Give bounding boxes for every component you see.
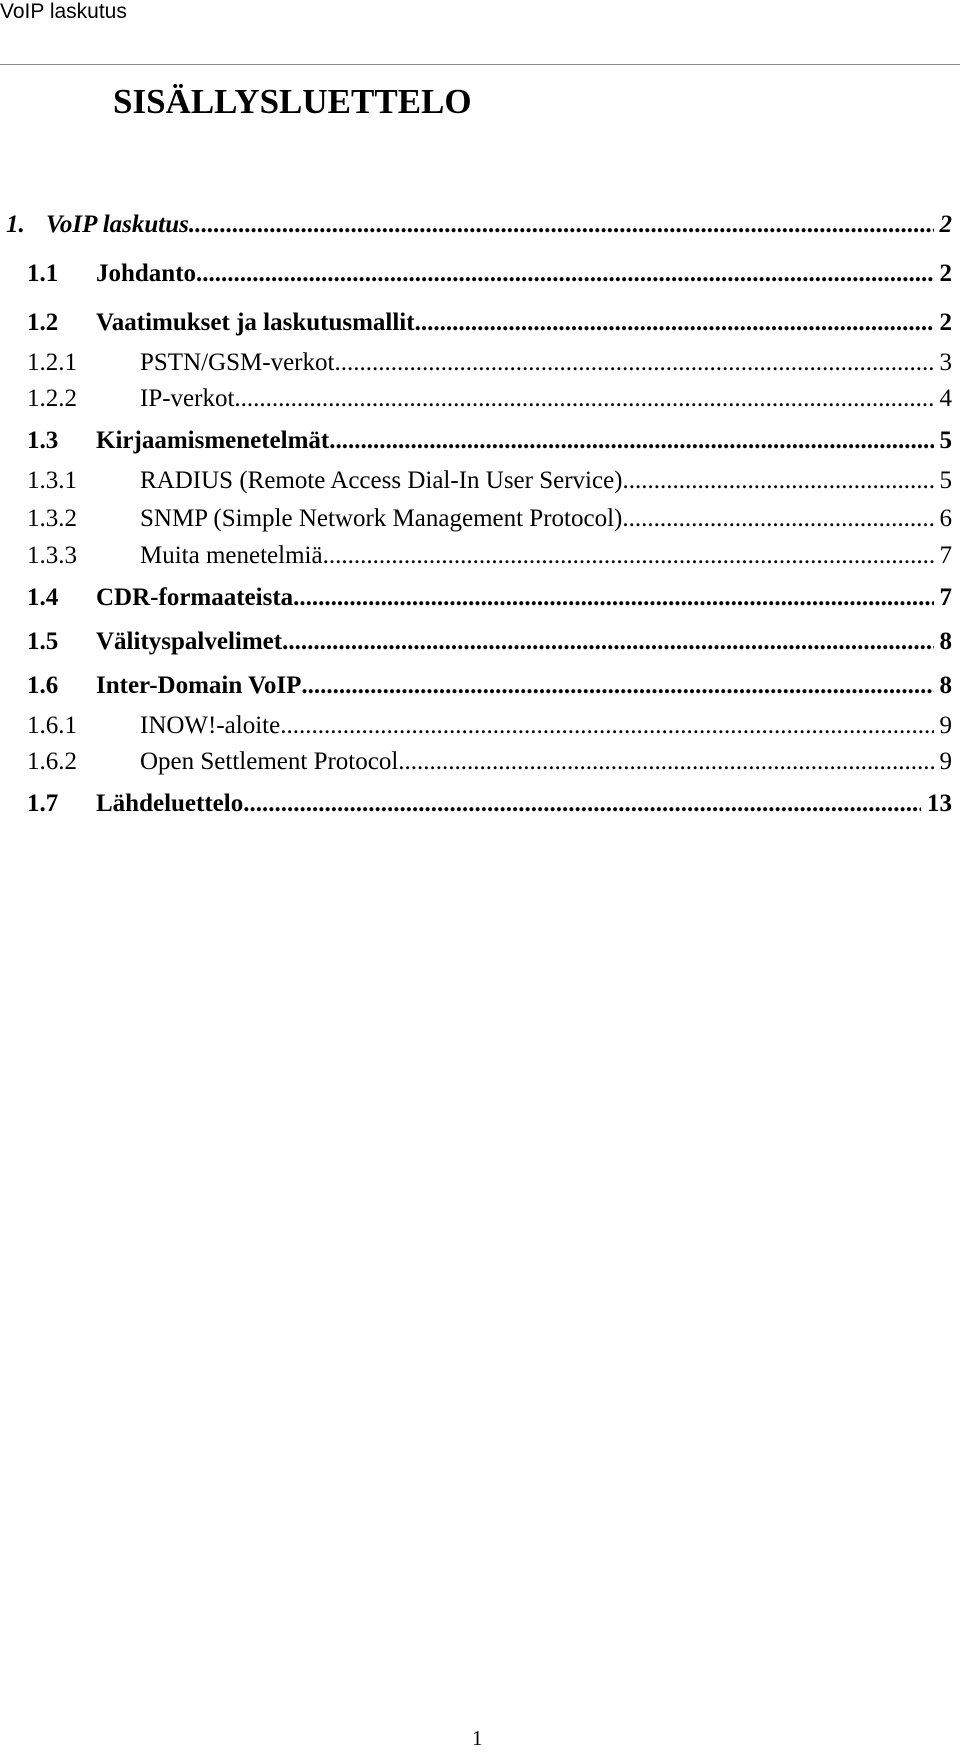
toc-entry[interactable] [27, 465, 952, 497]
toc-dot-leader [622, 503, 933, 535]
toc-entry-page: 13 [927, 790, 952, 817]
toc-entry[interactable] [27, 503, 952, 535]
toc-entry-page: 4 [939, 385, 952, 412]
toc-entry-number: 1.6.1 [27, 712, 77, 739]
toc-dot-leader [334, 347, 933, 379]
toc-entry-number: 1.4 [27, 584, 59, 611]
toc-entry-title: Välityspalvelimet [96, 628, 283, 655]
toc-entry-number: 1.1 [27, 260, 59, 287]
toc-entry-title: Muita menetelmiä [140, 542, 323, 569]
toc-entry[interactable] [27, 347, 952, 379]
toc-entry-page: 8 [939, 628, 952, 655]
toc-entry-page: 3 [939, 349, 952, 376]
toc-entry-title: IP-verkot [140, 385, 235, 412]
toc-entry-title: Open Settlement Protocol [140, 748, 399, 775]
toc-entry[interactable] [27, 540, 952, 572]
toc-dot-leader [329, 425, 933, 457]
toc-entry-title: SNMP (Simple Network Management Protocol) [140, 505, 623, 532]
toc-entry-number: 1.6.2 [27, 748, 77, 775]
page-number: 1 [472, 1726, 483, 1750]
toc-entry[interactable] [27, 788, 952, 820]
toc-entry[interactable] [27, 710, 952, 742]
toc-entry-title: Lähdeluettelo [96, 790, 244, 817]
toc-entry[interactable] [27, 746, 952, 778]
toc-entry-page: 2 [939, 211, 952, 238]
toc-dot-leader [301, 670, 933, 702]
toc-entry-title: PSTN/GSM-verkot [140, 349, 335, 376]
toc-dot-leader [189, 209, 934, 241]
toc-entry-page: 9 [939, 748, 952, 775]
toc-entry[interactable] [27, 670, 952, 702]
toc-dot-leader [280, 710, 933, 742]
toc-entry[interactable] [27, 383, 952, 415]
toc-entry-page: 2 [939, 309, 952, 336]
toc-entry-number: 1.3.2 [27, 505, 77, 532]
toc-entry-page: 8 [939, 672, 952, 699]
toc-entry-number: 1.3.1 [27, 467, 77, 494]
toc-entry-page: 7 [939, 584, 952, 611]
toc-entry[interactable] [6, 209, 952, 241]
toc-entry-page: 5 [939, 467, 952, 494]
toc-entry[interactable] [27, 307, 952, 339]
toc-entry-title: Kirjaamismenetelmät [96, 427, 330, 454]
toc-dot-leader [323, 540, 934, 572]
toc-dot-leader [398, 746, 933, 778]
toc-entry-page: 5 [939, 427, 952, 454]
toc-dot-leader [282, 626, 933, 658]
toc-entry-page: 2 [939, 260, 952, 287]
toc-entry-title: Inter-Domain VoIP [96, 672, 302, 699]
toc-entry-page: 9 [939, 712, 952, 739]
toc-entry-number: 1.2.2 [27, 385, 77, 412]
toc-entry-title: Vaatimukset ja laskutusmallit [96, 309, 415, 336]
toc-dot-leader [293, 582, 933, 614]
toc-entry-number: 1.3.3 [27, 542, 77, 569]
toc-entry-number: 1.7 [27, 790, 59, 817]
toc-entry-title: RADIUS (Remote Access Dial-In User Service) [140, 467, 623, 494]
toc-dot-leader [623, 465, 934, 497]
toc-entry-number: 1. [6, 211, 25, 238]
toc-dot-leader [415, 307, 934, 339]
toc-dot-leader [234, 383, 933, 415]
toc-dot-leader [243, 788, 921, 820]
toc-entry[interactable] [27, 582, 952, 614]
toc-entry-page: 6 [939, 505, 952, 532]
toc-entry-number: 1.3 [27, 427, 59, 454]
running-header: VoIP laskutus [0, 0, 127, 23]
toc-entry-title: Johdanto [96, 260, 197, 287]
toc-entry-number: 1.2.1 [27, 349, 77, 376]
toc-entry-title: VoIP laskutus [46, 211, 189, 238]
toc-entry[interactable] [27, 425, 952, 457]
toc-entry[interactable] [27, 626, 952, 658]
toc-entry-number: 1.6 [27, 672, 59, 699]
toc-entry-page: 7 [939, 542, 952, 569]
toc-entry-number: 1.5 [27, 628, 59, 655]
toc-dot-leader [196, 258, 933, 290]
toc-entry-title: CDR-formaateista [96, 584, 294, 611]
toc-entry-title: INOW!-aloite [140, 712, 281, 739]
toc-heading: SISÄLLYSLUETTELO [113, 82, 472, 121]
toc-entry-number: 1.2 [27, 309, 59, 336]
toc-entry[interactable] [27, 258, 952, 290]
